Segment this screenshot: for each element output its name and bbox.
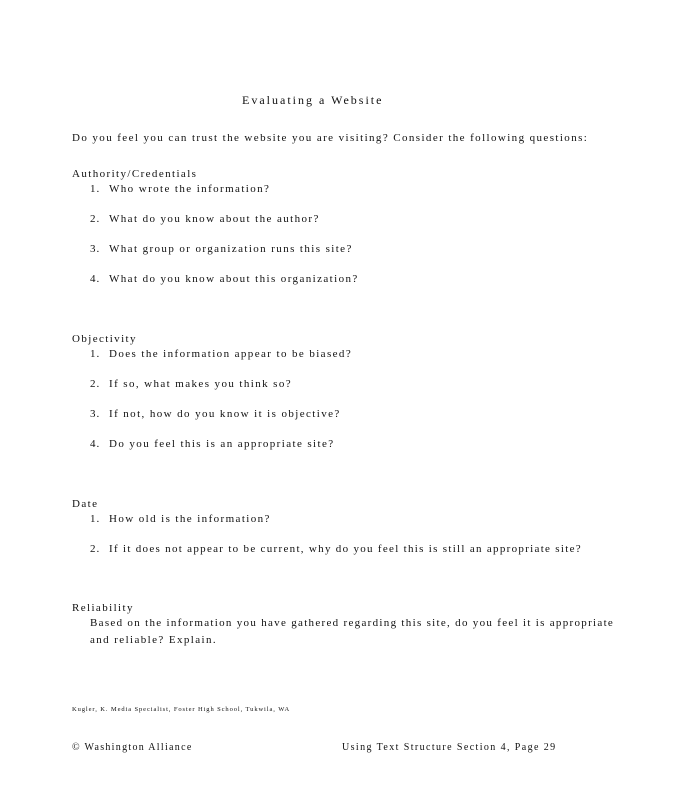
paragraph-line: and reliable? Explain. bbox=[90, 634, 218, 646]
section-heading-objectivity: Objectivity bbox=[72, 333, 137, 345]
list-item: Do you feel this is an appropriate site? bbox=[109, 438, 335, 450]
list-number: 3. bbox=[90, 408, 101, 420]
list-item: If so, what makes you think so? bbox=[109, 378, 293, 390]
list-number: 1. bbox=[90, 513, 101, 525]
intro-text: Do you feel you can trust the website you are visiting? Consider the following questions: bbox=[72, 132, 589, 144]
list-number: 4. bbox=[90, 273, 101, 285]
list-item: What group or organization runs this site? bbox=[109, 243, 353, 255]
list-number: 2. bbox=[90, 543, 101, 555]
list-item: If not, how do you know it is objective? bbox=[109, 408, 341, 420]
page-title: Evaluating a Website bbox=[242, 93, 384, 107]
list-number: 1. bbox=[90, 348, 101, 360]
footer-right: Using Text Structure Section 4, Page 29 bbox=[342, 742, 557, 753]
list-item: Does the information appear to be biased? bbox=[109, 348, 353, 360]
list-item: What do you know about this organization? bbox=[109, 273, 359, 285]
footer-left: © Washington Alliance bbox=[72, 742, 193, 753]
section-heading-authority: Authority/Credentials bbox=[72, 168, 198, 180]
list-item: Who wrote the information? bbox=[109, 183, 271, 195]
list-number: 2. bbox=[90, 213, 101, 225]
list-item: What do you know about the author? bbox=[109, 213, 320, 225]
section-heading-reliability: Reliability bbox=[72, 602, 134, 614]
list-number: 1. bbox=[90, 183, 101, 195]
list-number: 3. bbox=[90, 243, 101, 255]
section-heading-date: Date bbox=[72, 498, 99, 510]
author-credit: Kugler, K. Media Specialist, Foster High School, Tukwila, WA bbox=[72, 706, 291, 713]
list-number: 2. bbox=[90, 378, 101, 390]
paragraph-line: Based on the information you have gathered regarding this site, do you feel it is appropriate bbox=[90, 617, 615, 629]
list-number: 4. bbox=[90, 438, 101, 450]
list-item: How old is the information? bbox=[109, 513, 271, 525]
list-item: If it does not appear to be current, why do you feel this is still an appropriate site? bbox=[109, 543, 582, 555]
